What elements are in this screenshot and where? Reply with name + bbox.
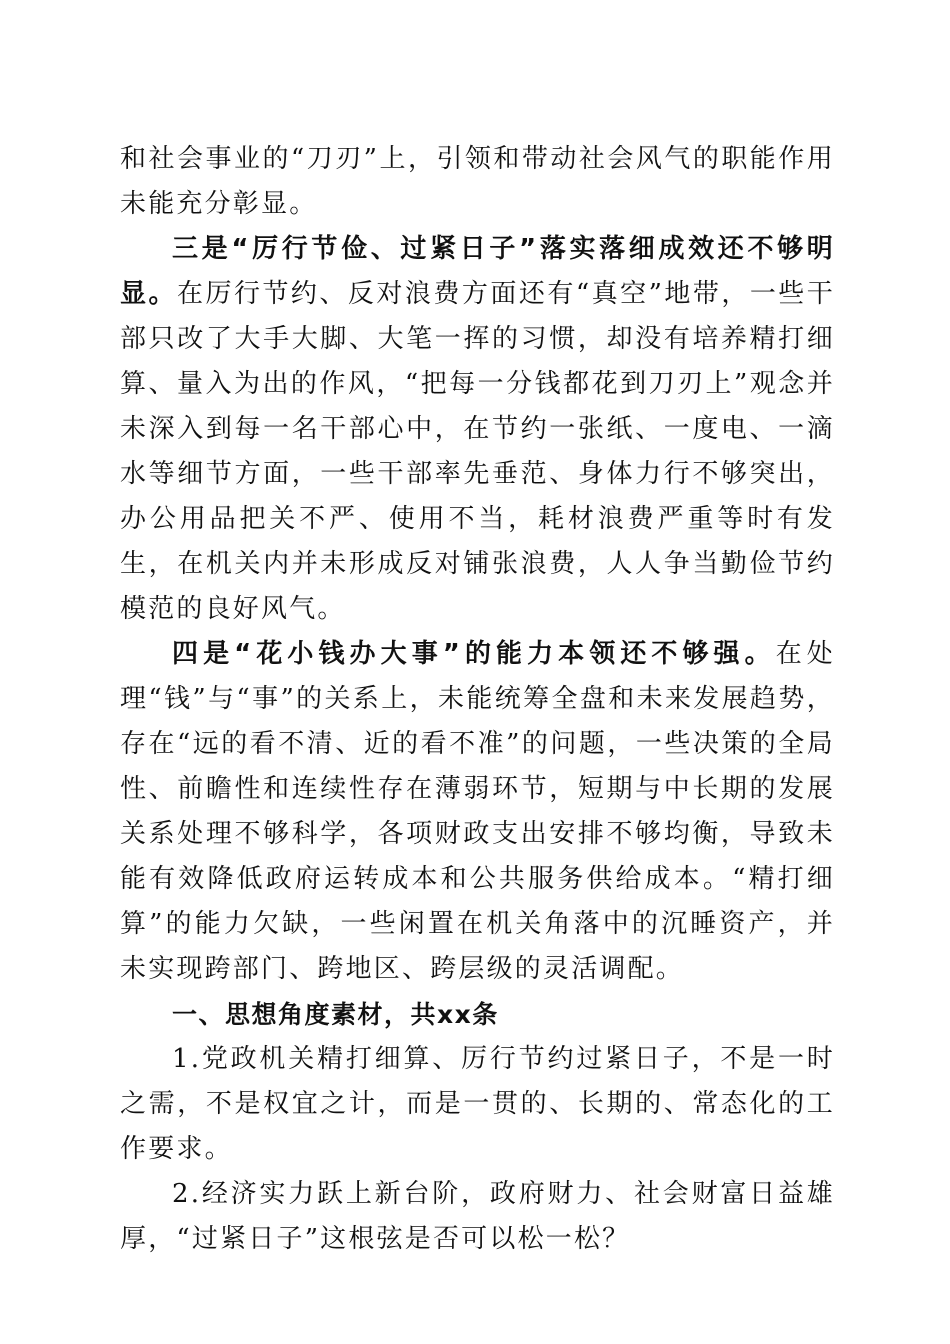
list-item: 2.经济实力跃上新台阶，政府财力、社会财富日益雄厚，“过紧日子”这根弦是否可以松一松？ [120,1179,835,1254]
list-item: 1.党政机关精打细算、厉行节约过紧日子，不是一时之需，不是权宜之计，而是一贯的、长期的、常态化的工作要求。 [120,1044,835,1164]
point-4-body: 在处理“钱”与“事”的关系上，未能统筹全盘和未来发展趋势，存在“远的看不清、近的看不准”的问题，一些决策的全局性、前瞻性和连续性存在薄弱环节，短期与中长期的发展关系处理不够科学，各项财政支出安排不够均衡，导致未能有效降低政府运转成本和公共服务供给成本。“精打细算”的能力欠缺，一些闲置在机关角落中的沉睡资产，并未实现跨部门、跨地区、跨层级的灵活调配。 [120,639,835,984]
point-4-lead: 四是“花小钱办大事”的能力本领还不够强。 [172,639,776,669]
paragraph-point-4 [120,632,835,992]
paragraph-continuation: 和社会事业的“刀刃”上，引领和带动社会风气的职能作用未能充分彰显。 [120,144,835,219]
section-heading: 一、思想角度素材，共xx条 [172,1000,499,1029]
paragraph-point-3 [120,227,835,632]
point-3-lead: 三是“厉行节俭、过紧日子”落实落细成效还不够明显。 [120,234,835,309]
point-3-body: 在厉行节约、反对浪费方面还有“真空”地带，一些干部只改了大手大脚、大笔一挥的习惯，却没有培养精打细算、量入为出的作风，“把每一分钱都花到刀刃上”观念并未深入到每一名干部心中，在节约一张纸、一度电、一滴水等细节方面，一些干部率先垂范、身体力行不够突出，办公用品把关不严、使用不当，耗材浪费严重等时有发生，在机关内并未形成反对铺张浪费，人人争当勤俭节约模范的良好风气。 [120,279,835,624]
document-body [120,137,835,1262]
